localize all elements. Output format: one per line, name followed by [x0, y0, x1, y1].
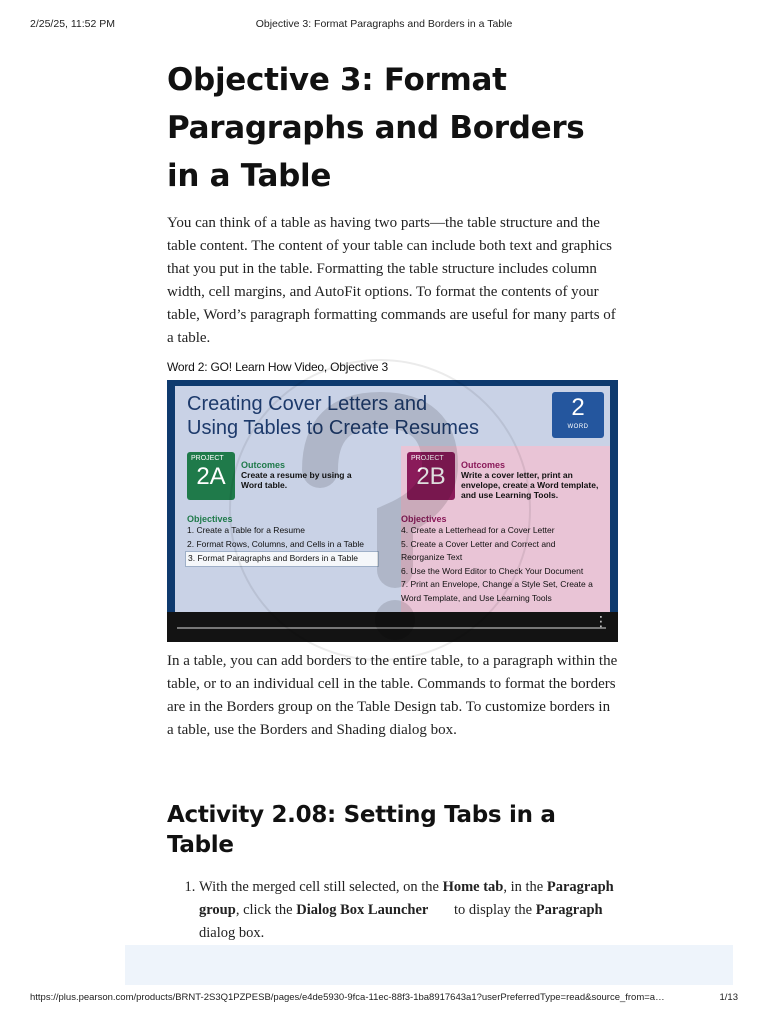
- word-tile-number: 2: [571, 394, 585, 421]
- objective-item-highlighted: 3. Format Paragraphs and Borders in a Table: [185, 551, 379, 567]
- video-heading-line-1: Creating Cover Letters and: [187, 393, 428, 415]
- bottom-banner: [125, 945, 733, 985]
- video-caption: Word 2: GO! Learn How Video, Objective 3: [167, 360, 389, 374]
- activity-heading: Activity 2.08: Setting Tabs in a Table: [167, 802, 556, 858]
- step-bold-term: Paragraph group: [199, 879, 614, 918]
- video-heading-line-2: Using Tables to Create Resumes: [187, 417, 479, 439]
- outcomes-heading: Outcomes: [241, 460, 286, 470]
- intro-paragraph: You can think of a table as having two parts—the table structure and the table content. The content of your table can include both text and graphics that you put in the table. Formatting the table structure includes column width, cell margins, and AutoFit options. To format the contents of your table, Word’s paragraph formatting commands are useful for many parts of a table.: [167, 215, 616, 346]
- step-bold-term: Paragraph: [535, 902, 603, 918]
- print-url: https://plus.pearson.com/products/BRNT-2S3Q1PZPESB/pages/e4de5930-9fca-11ec-88f3-1ba8917643a1?userPreferredType=read&source_from=a…: [30, 992, 665, 1003]
- project-2b-label: PROJECT: [411, 455, 444, 462]
- video-controls: [167, 612, 618, 642]
- step-text: dialog box.: [199, 925, 265, 941]
- step-item: [199, 876, 619, 945]
- step-text: to display the: [450, 902, 536, 918]
- objectives-heading: Objectives: [187, 514, 233, 524]
- outcomes-text: Write a cover letter, print an envelope, create a Word template, and use Learning Tools.: [461, 470, 599, 500]
- borders-paragraph: In a table, you can add borders to the entire table, to a paragraph within the table, or to an individual cell in the table. Commands to format the borders are in the Borders group on the Table Design tab. To customize borders in a table, use the Borders and Shading dialog box.: [167, 653, 618, 738]
- step-text: , click the: [235, 902, 297, 918]
- step-text: , in the: [503, 879, 547, 895]
- video-frame: [175, 386, 610, 612]
- word-tile-label: WORD: [567, 424, 589, 430]
- objective-item: 4. Create a Letterhead for a Cover Letter: [401, 525, 555, 535]
- word-chapter-tile: [552, 392, 604, 438]
- outcomes-text: Create a resume by using a Word table.: [241, 470, 352, 490]
- project-2b-objectives: [401, 514, 611, 605]
- project-2b-outcomes: [461, 460, 611, 500]
- article: [167, 56, 619, 945]
- objectives-heading: Objectives: [401, 514, 447, 524]
- step-text: With the merged cell still selected, on the: [199, 879, 443, 895]
- print-page-title: Objective 3: Format Paragraphs and Borders in a Table: [255, 18, 513, 30]
- objective-item: 1. Create a Table for a Resume: [187, 525, 305, 535]
- project-2a-code: 2A: [196, 463, 226, 490]
- print-page-number: 1/13: [719, 992, 738, 1003]
- video-more-options-icon[interactable]: ⋮: [594, 614, 608, 630]
- steps-list: [167, 876, 619, 945]
- project-2a-outcomes: [241, 460, 371, 490]
- outcomes-heading: Outcomes: [461, 460, 506, 470]
- video-progress-bar[interactable]: [177, 627, 606, 629]
- print-footer: [30, 992, 738, 1008]
- step-bold-term: Home tab: [442, 879, 504, 895]
- project-2a-tile: [187, 452, 235, 500]
- print-header: [30, 18, 738, 34]
- page-title: Objective 3: Format Paragraphs and Borders in a Table: [167, 62, 585, 194]
- print-datetime: 2/25/25, 11:52 PM: [30, 18, 116, 30]
- project-2b-tile: [407, 452, 455, 500]
- project-2a-label: PROJECT: [191, 455, 224, 462]
- project-2a-objectives: [187, 514, 397, 567]
- step-bold-term: Dialog Box Launcher: [296, 902, 429, 918]
- video-heading: [187, 392, 479, 440]
- objective-item: 7. Print an Envelope, Change a Style Set, Create a Word Template, and Use Learning Tools: [401, 579, 593, 603]
- video-player[interactable]: [167, 380, 618, 642]
- objective-item: 5. Create a Cover Letter and Correct and Reorganize Text: [401, 538, 556, 562]
- objective-item: 2. Format Rows, Columns, and Cells in a Table: [187, 538, 365, 549]
- objective-item: 6. Use the Word Editor to Check Your Document: [401, 565, 584, 576]
- project-2b-code: 2B: [416, 463, 446, 490]
